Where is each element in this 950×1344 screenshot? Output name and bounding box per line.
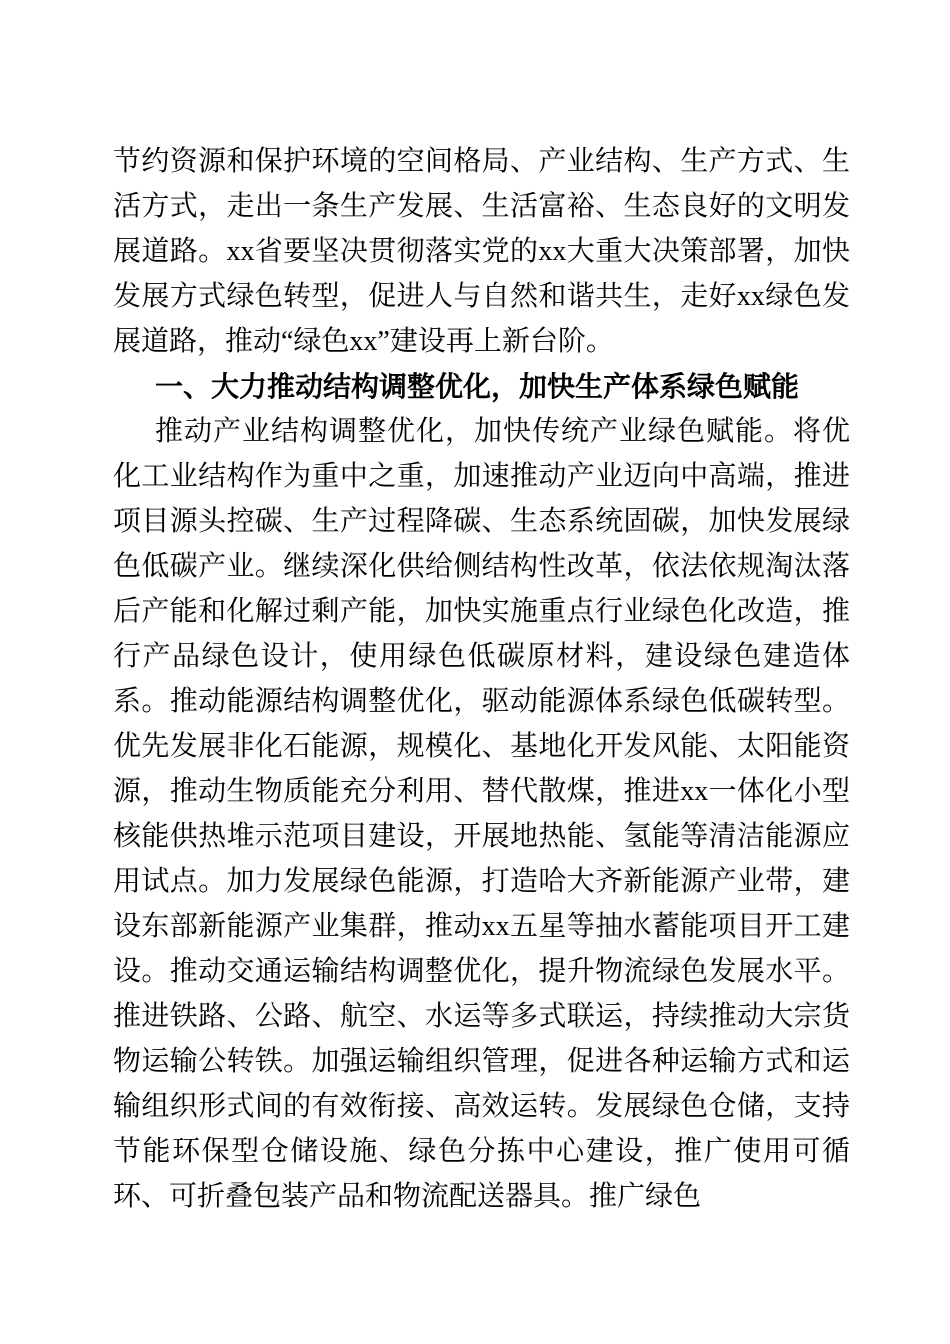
- section-heading: 一、大力推动结构调整优化，加快生产体系绿色赋能: [155, 371, 800, 402]
- paragraph-continuation: 节约资源和保护环境的空间格局、产业结构、生产方式、生活方式，走出一条生产发展、生活富裕、生态良好的文明发展道路。xx省要坚决贯彻落实党的xx大重大决策部署，加快发展方式绿色转型，促进人与自然和谐共生，走好xx绿色发展道路，推动“绿色xx”建设再上新台阶。: [113, 146, 850, 357]
- document-body: [113, 139, 850, 1219]
- paragraph-section-body: 推动产业结构调整优化，加快传统产业绿色赋能。将优化工业结构作为重中之重，加速推动产业迈向中高端，推进项目源头控碳、生产过程降碳、生态系统固碳，加快发展绿色低碳产业。继续深化供给侧结构性改革，依法依规淘汰落后产能和化解过剩产能，加快实施重点行业绿色化改造，推行产品绿色设计，使用绿色低碳原材料，建设绿色建造体系。推动能源结构调整优化，驱动能源体系绿色低碳转型。优先发展非化石能源，规模化、基地化开发风能、太阳能资源，推动生物质能充分利用、替代散煤，推进xx一体化小型核能供热堆示范项目建设，开展地热能、氢能等清洁能源应用试点。加力发展绿色能源，打造哈大齐新能源产业带，建设东部新能源产业集群，推动xx五星等抽水蓄能项目开工建设。推动交通运输结构调整优化，提升物流绿色发展水平。推进铁路、公路、航空、水运等多式联运，持续推动大宗货物运输公转铁。加强运输组织管理，促进各种运输方式和运输组织形式间的有效衔接、高效运转。发展绿色仓储，支持节能环保型仓储设施、绿色分拣中心建设，推广使用可循环、可折叠包装产品和物流配送器具。推广绿色: [113, 416, 850, 1212]
